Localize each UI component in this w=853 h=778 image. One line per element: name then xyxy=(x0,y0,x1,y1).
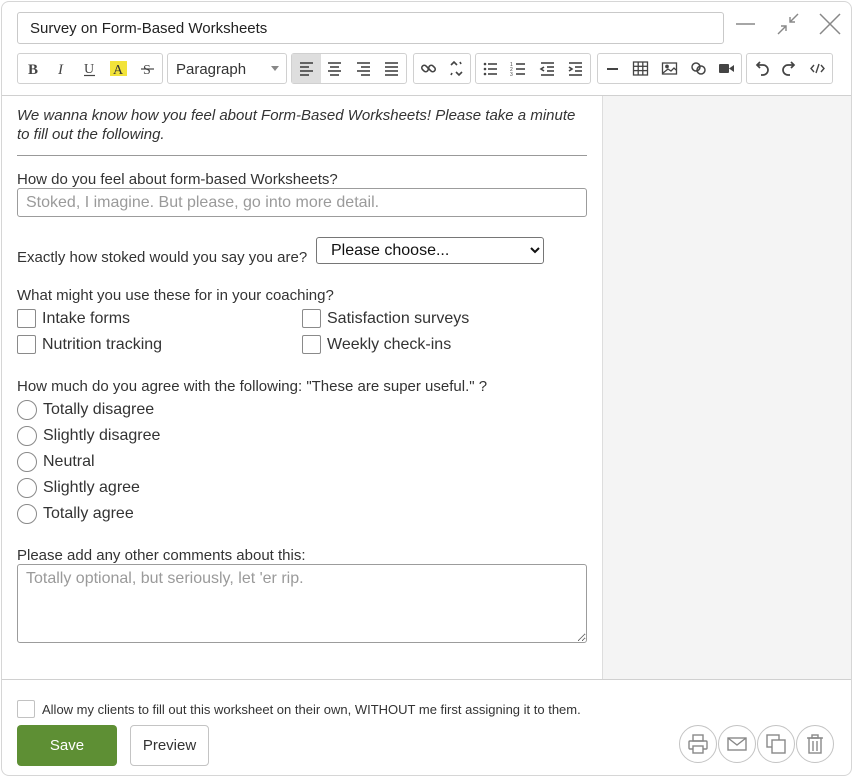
radio-slightly-agree[interactable] xyxy=(17,478,140,498)
checkbox-label: Nutrition tracking xyxy=(42,335,163,353)
strikethrough-button[interactable] xyxy=(133,54,162,83)
radio-label: Slightly disagree xyxy=(43,427,161,444)
link-icon[interactable] xyxy=(414,54,442,83)
video-icon[interactable] xyxy=(712,54,741,83)
q5-label: Please add any other comments about this: xyxy=(17,547,306,564)
checkbox-box[interactable] xyxy=(302,335,321,354)
worksheet-title-input[interactable] xyxy=(17,12,724,44)
checkbox-label: Satisfaction surveys xyxy=(327,309,470,327)
svg-text:B: B xyxy=(27,62,38,77)
horizontal-rule-icon[interactable] xyxy=(598,54,627,83)
svg-text:2: 2 xyxy=(510,67,514,73)
svg-text:A: A xyxy=(113,63,124,77)
radio-label: Slightly agree xyxy=(43,479,140,496)
highlight-button[interactable] xyxy=(104,54,133,83)
minimize-icon[interactable] xyxy=(732,10,760,38)
email-button[interactable] xyxy=(718,725,756,763)
align-justify-button[interactable] xyxy=(378,54,407,83)
checkbox-box[interactable] xyxy=(17,309,36,328)
image-icon[interactable] xyxy=(655,54,684,83)
numbered-list-icon[interactable] xyxy=(505,54,534,83)
close-icon[interactable] xyxy=(816,10,844,38)
intro-text: We wanna know how you feel about Form-Based Worksheets! Please take a minute to fill out the following. xyxy=(17,107,576,143)
radio-slightly-disagree[interactable] xyxy=(17,426,160,446)
delete-button[interactable] xyxy=(796,725,834,763)
allow-self-fill-checkbox[interactable] xyxy=(17,700,35,718)
checkbox-intake-forms[interactable] xyxy=(17,309,130,328)
q4-label: How much do you agree with the following: "These are super useful." ? xyxy=(17,378,488,395)
editor-bottom-divider xyxy=(2,679,851,680)
outdent-icon[interactable] xyxy=(533,54,562,83)
side-panel xyxy=(602,96,851,679)
svg-text:U: U xyxy=(84,62,95,77)
table-icon[interactable] xyxy=(627,54,656,83)
checkbox-nutrition-tracking[interactable] xyxy=(17,335,162,354)
alignment-group xyxy=(291,53,407,84)
svg-text:I: I xyxy=(57,62,63,77)
duplicate-button[interactable] xyxy=(757,725,795,763)
unlink-icon[interactable] xyxy=(442,54,470,83)
checkbox-label: Intake forms xyxy=(42,309,131,327)
radio-label: Totally disagree xyxy=(43,401,155,418)
underline-button[interactable] xyxy=(76,54,105,83)
allow-self-fill-label: Allow my clients to fill out this worksheet on their own, WITHOUT me first assigning it to them. xyxy=(42,701,581,717)
radio-circle[interactable] xyxy=(17,504,37,524)
checkbox-box[interactable] xyxy=(17,335,36,354)
indent-icon[interactable] xyxy=(562,54,591,83)
q1-label: How do you feel about form-based Worksheets? xyxy=(17,171,338,188)
radio-circle[interactable] xyxy=(17,426,37,446)
allow-self-fill-row[interactable] xyxy=(17,700,581,718)
format-select-value: Paragraph xyxy=(176,61,247,78)
svg-text:S: S xyxy=(143,63,151,77)
svg-text:1: 1 xyxy=(510,62,514,68)
radio-label: Totally agree xyxy=(43,505,134,522)
redo-icon[interactable] xyxy=(775,54,803,83)
radio-circle[interactable] xyxy=(17,452,37,472)
link-group xyxy=(413,53,471,84)
history-group xyxy=(746,53,833,84)
insert-group xyxy=(597,53,742,84)
undo-icon[interactable] xyxy=(747,54,775,83)
checkbox-box[interactable] xyxy=(302,309,321,328)
save-button[interactable]: Save xyxy=(17,725,117,766)
embed-link-icon[interactable] xyxy=(684,54,713,83)
checkbox-weekly-check-ins[interactable] xyxy=(302,335,451,354)
checkbox-label: Weekly check-ins xyxy=(327,335,452,353)
q2-label: Exactly how stoked would you say you are? xyxy=(17,249,308,266)
comments-textarea[interactable] xyxy=(17,564,587,643)
format-select[interactable] xyxy=(167,53,287,84)
radio-totally-disagree[interactable] xyxy=(17,400,154,420)
source-code-icon[interactable] xyxy=(804,54,832,83)
duplicate-icon xyxy=(765,733,787,755)
align-left-button[interactable] xyxy=(292,54,321,83)
radio-circle[interactable] xyxy=(17,478,37,498)
svg-text:3: 3 xyxy=(510,72,514,77)
preview-button[interactable]: Preview xyxy=(130,725,209,766)
feel-text-input[interactable] xyxy=(17,188,587,217)
radio-neutral[interactable] xyxy=(17,452,95,472)
content-divider xyxy=(17,155,587,156)
print-button[interactable] xyxy=(679,725,717,763)
bullet-list-icon[interactable] xyxy=(476,54,505,83)
stoked-select[interactable] xyxy=(316,237,544,264)
q3-label: What might you use these for in your coaching? xyxy=(17,287,334,304)
caret-down-icon xyxy=(271,66,279,71)
italic-button[interactable] xyxy=(47,54,76,83)
email-icon xyxy=(726,733,748,755)
radio-label: Neutral xyxy=(43,453,95,470)
align-center-button[interactable] xyxy=(321,54,350,83)
align-right-button[interactable] xyxy=(349,54,378,83)
bold-button[interactable] xyxy=(18,54,47,83)
print-icon xyxy=(687,733,709,755)
collapse-icon[interactable] xyxy=(774,10,802,38)
text-style-group xyxy=(17,53,163,84)
radio-circle[interactable] xyxy=(17,400,37,420)
list-group xyxy=(475,53,591,84)
trash-icon xyxy=(804,733,826,755)
radio-totally-agree[interactable] xyxy=(17,504,134,524)
checkbox-satisfaction-surveys[interactable] xyxy=(302,309,469,328)
